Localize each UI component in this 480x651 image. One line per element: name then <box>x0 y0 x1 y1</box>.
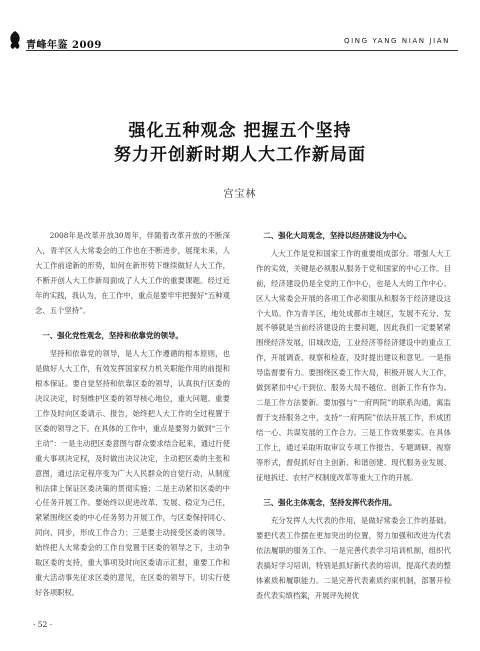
page-number: · 52 · <box>33 620 53 629</box>
section-heading-3: 三、强化主体观念，坚持发挥代表作用。 <box>263 498 397 508</box>
section-heading-2: 二、强化大局观念，坚持以经济建设为中心。 <box>263 231 412 240</box>
section-3-paragraph: 充分发挥人大代表的作用，是做好常委会工作的基础。要把代表工作摆在更加突出的位置，努力加强和改进为代表依法履职的服务工作。一是完善代表学习培训机制，组织代表搞好学习培训，特别是抓好新代表的培训，提高代表的整体素质和履职能力。二是完善代表素质约束机制，部署开检查代表实绩档案，开展评先树优 <box>256 516 451 600</box>
page-header <box>0 0 480 58</box>
article-title-line-1: 强化五种观念 把握五个坚持 <box>128 121 352 141</box>
section-1-paragraph: 坚持和依靠党的领导，是人大工作遵循的根本原则，也是做好人大工作，有效发挥国家权力机关职能作用的前提和根本保证。要自觉坚持和依靠区委的领导，认真执行区委的决议决定，时刻维护区委的领导核心地位，重大问题、重要工作及时向区委请示、报告，始终把人大工作的全过程置于区委的领导之下。在具体的工作中，重点是要努力做到“三个主动”：一是主动把区委意图与群众要求结合起来，通过行使重大事项决定权，及时做出决议决定，主动把区委的主张和意图，通过法定程序变为广大人民群众的自觉行动，从制度和法律上保证区委决策的贯彻实施；二是主动紧扣区委的中心任务开展工作。要始终以促进改革、发展、稳定为己任，紧紧围绕区委的中心任务努力开展工作，与区委保持同心、同向、同步，形成工作合力；三是要主动接受区委的领导。始终把人大常委会的工作自觉置于区委的领导之下，主动争取区委的支持，重大事项及时向区委请示汇报，重要工作和重大活动事先征求区委的意见，在区委的领导下，切实行使好各项职权。 <box>35 349 230 597</box>
article-author: 宫宝林 <box>223 189 257 200</box>
header-rule <box>26 50 458 51</box>
intro-paragraph: 2008年是改革开放30周年，伴随着改革开放的不断深入，青羊区人大常委会的工作也在不断进步，展现未来，人大工作前途新的形势，如何在新形势下继续做好人大工作，不断开创人大工作新局面成了人大工作的重要课题。经过近年的实践，我认为，在工作中，重点是要牢牢把握好“五种观念、五个坚持”。 <box>35 231 230 315</box>
section-heading-1: 一、强化党性观念，坚持和依靠党的领导。 <box>42 331 183 341</box>
section-2-paragraph: 人大工作是党和国家工作的重要组成部分。增强人大工作的实效，关键是必须服从服务于党和国家的中心工作。目前，经济建设仍是全党的工作中心，也是人大的工作中心。区人大常委会开展的各项工作必须服从和服务于经济建设这个大局。作为青羊区，地处成都市主城区，发展不充分、发展不够就是当前经济建设的主要问题，因此我们一定要紧紧围绕经济发展，旧城改造，工业经济等经济建设中的重点工作，开展调查、视察和检查，及时提出建议和意见。一是指导监督要有力。要围绕区委工作大局，积极开展人大工作，做到紧扣中心干到位、服务大局不越位、创新工作有作为。二是工作方法要新。要加强与“一府两院”的联系沟通，寓监督于支持服务之中，支持“一府两院”依法开展工作，形成团结一心、共谋发展的工作合力。三是工作效果要实。在具体工作上，通过采取听取审议专项工作报告、专题调研、视察等形式，督促抓好自主创新、和谐创建、现代服务业发展、征地拆迁、农村产权制度改革等重大工作的开展。 <box>256 248 451 482</box>
journal-name-pinyin: QING YANG NIAN JIAN <box>344 37 450 45</box>
right-column <box>256 229 451 604</box>
journal-name: 青峰年鉴 2009 <box>26 40 102 51</box>
left-column <box>35 229 230 601</box>
article-title-line-2: 努力开创新时期人大工作新局面 <box>114 145 366 165</box>
journal-logo-icon <box>6 30 24 50</box>
